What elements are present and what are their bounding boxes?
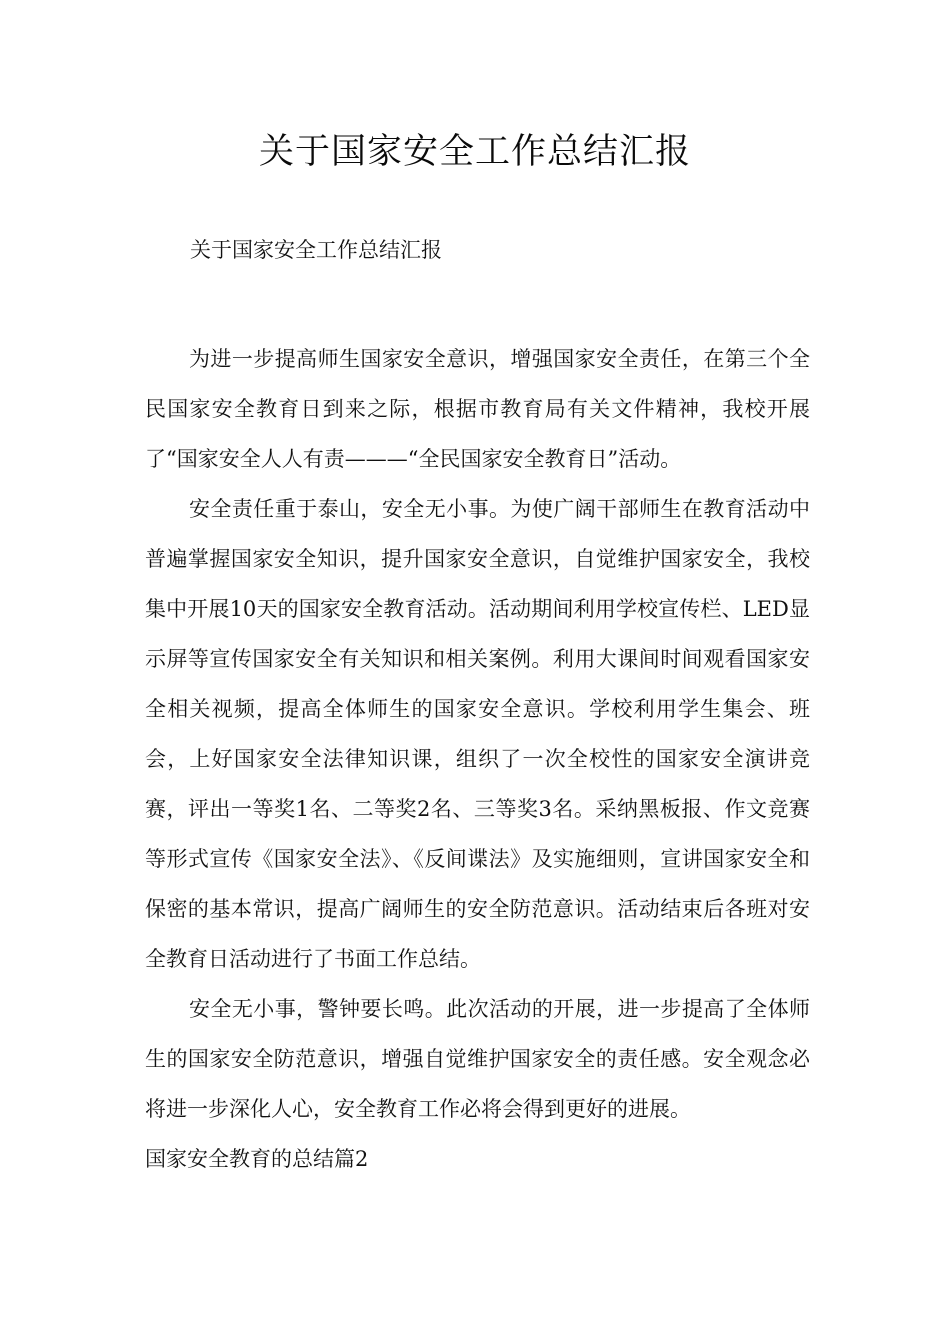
paragraph: 安全责任重于泰山，安全无小事。为使广阔干部师生在教育活动中普遍掌握国家安全知识，提升国家安全意识，自觉维护国家安全，我校集中开展10天的国家安全教育活动。活动期间利用学校宣传栏、LED显示屏等宣传国家安全有关知识和相关案例。利用大课间时间观看国家安全相关视频，提高全体师生的国家安全意识。学校利用学生集会、班会，上好国家安全法律知识课，组织了一次全校性的国家安全演讲竞赛，评出一等奖1名、二等奖2名、三等奖3名。采纳黑板报、作文竞赛等形式宣传《国家安全法》、《反间谍法》及实施细则，宣讲国家安全和保密的基本常识，提高广阔师生的安全防范意识。活动结束后各班对安全教育日活动进行了书面工作总结。 [145, 497, 810, 971]
paragraph: 安全无小事，警钟要长鸣。此次活动的开展，进一步提高了全体师生的国家安全防范意识，增强自觉维护国家安全的责任感。安全观念必将进一步深化人心，安全教育工作必将会得到更好的进展。 [145, 997, 810, 1121]
document-body [145, 334, 810, 1184]
section-heading: 国家安全教育的总结篇2 [145, 1147, 369, 1171]
paragraph: 为进一步提高师生国家安全意识，增强国家安全责任，在第三个全民国家安全教育日到来之际，根据市教育局有关文件精神，我校开展了“国家安全人人有责———“全民国家安全教育日”活动。 [145, 347, 810, 471]
document-subtitle: 关于国家安全工作总结汇报 [190, 238, 442, 262]
document-title: 关于国家安全工作总结汇报 [258, 132, 691, 172]
